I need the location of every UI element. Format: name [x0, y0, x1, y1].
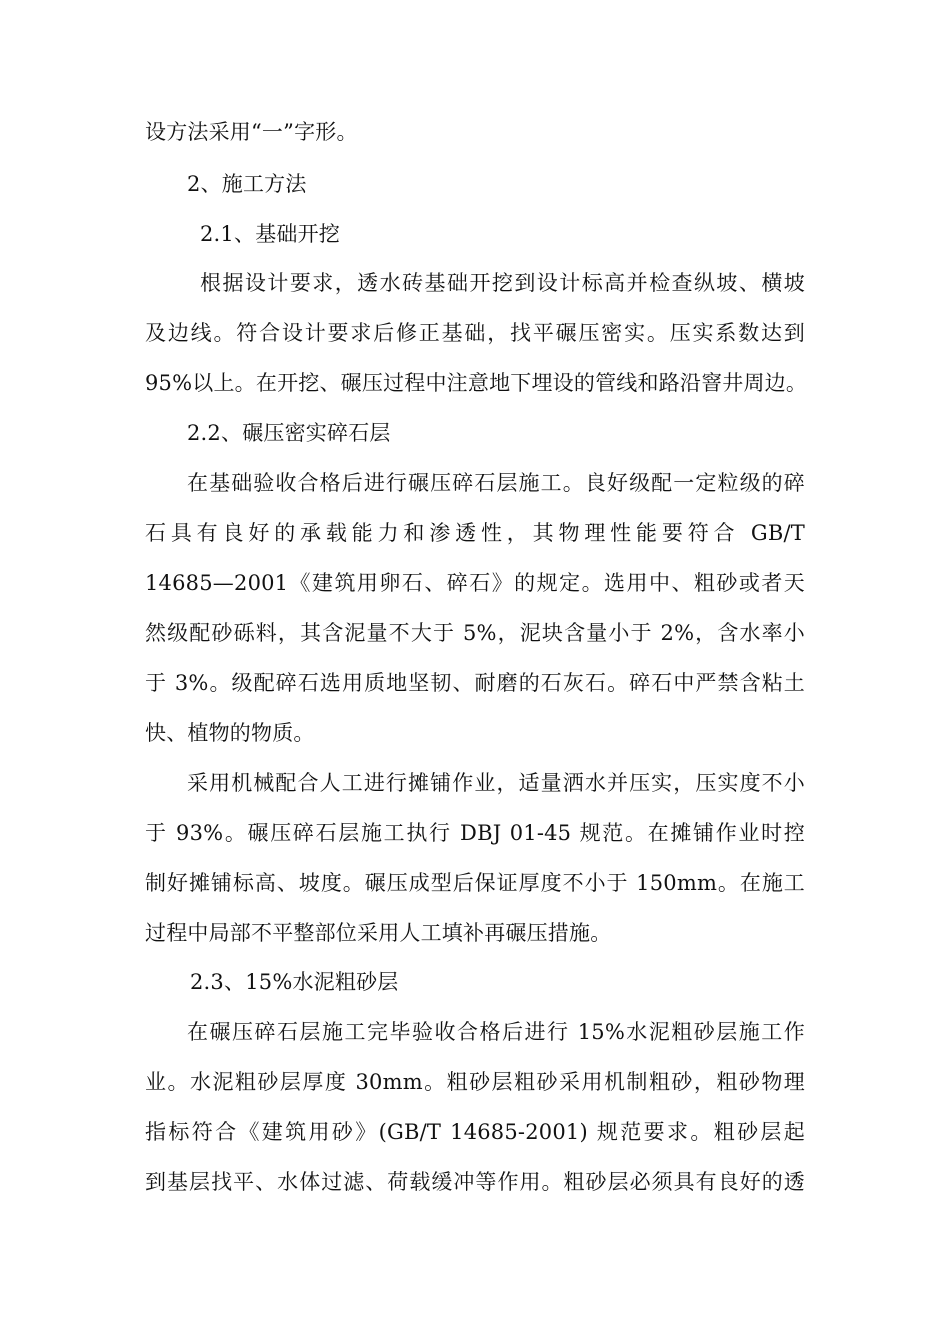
section-heading: 2、施工方法 — [187, 172, 307, 196]
paragraph-line: 95%以上。在开挖、碾压过程中注意地下埋设的管线和路沿窨井周边。 — [145, 371, 808, 395]
paragraph-line: 到基层找平、水体过滤、荷载缓冲等作用。粗砂层必须具有良好的透 — [145, 1170, 805, 1194]
paragraph-line: 根据设计要求，透水砖基础开挖到设计标高并检查纵坡、横坡 — [200, 271, 805, 295]
subsection-heading: 2.1、基础开挖 — [200, 222, 340, 246]
paragraph-line: 于 93%。碾压碎石层施工执行 DBJ 01-45 规范。在摊铺作业时控 — [145, 821, 805, 845]
paragraph-line: 制好摊铺标高、坡度。碾压成型后保证厚度不小于 150mm。在施工 — [145, 871, 805, 895]
paragraph-line: 采用机械配合人工进行摊铺作业，适量洒水并压实，压实度不小 — [187, 771, 805, 795]
paragraph-line: 石具有良好的承载能力和渗透性，其物理性能要符合 GB/T — [145, 521, 805, 545]
subsection-heading: 2.2、碾压密实碎石层 — [187, 421, 391, 445]
paragraph-line: 快、植物的物质。 — [145, 721, 315, 745]
paragraph-line: 14685—2001《建筑用卵石、碎石》的规定。选用中、粗砂或者天 — [145, 571, 805, 595]
paragraph-line: 然级配砂砾料，其含泥量不大于 5%，泥块含量小于 2%，含水率小 — [145, 621, 805, 645]
subsection-heading: 2.3、15%水泥粗砂层 — [190, 970, 399, 994]
paragraph-line: 指标符合《建筑用砂》(GB/T 14685-2001) 规范要求。粗砂层起 — [145, 1120, 805, 1144]
paragraph-line: 于 3%。级配碎石选用质地坚韧、耐磨的石灰石。碎石中严禁含粘土 — [145, 671, 805, 695]
paragraph-line: 在基础验收合格后进行碾压碎石层施工。良好级配一定粒级的碎 — [187, 471, 805, 495]
paragraph-line: 在碾压碎石层施工完毕验收合格后进行 15%水泥粗砂层施工作 — [187, 1020, 805, 1044]
paragraph-line: 过程中局部不平整部位采用人工填补再碾压措施。 — [145, 921, 612, 945]
paragraph-line: 业。水泥粗砂层厚度 30mm。粗砂层粗砂采用机制粗砂，粗砂物理 — [145, 1070, 805, 1094]
paragraph-line: 设方法采用“一”字形。 — [145, 120, 358, 144]
paragraph-line: 及边线。符合设计要求后修正基础，找平碾压密实。压实系数达到 — [145, 321, 805, 345]
